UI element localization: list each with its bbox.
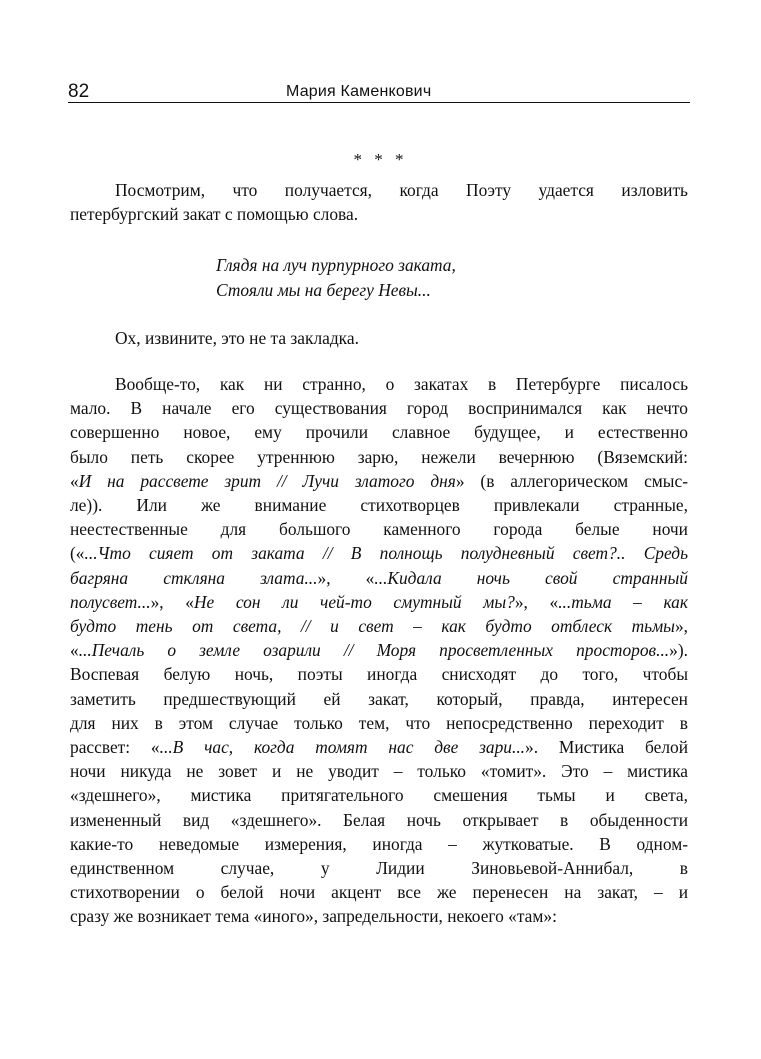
- body-line: [70, 493, 688, 517]
- body-text: («: [70, 543, 85, 564]
- body-line: [70, 904, 688, 928]
- body-text: »).: [669, 640, 688, 661]
- quoted-verse: ...Что сияет от заката // В полнощь полудневный свет?.. Средь: [84, 543, 688, 564]
- quoted-verse: ...Печаль о земле озарили // Моря просветленных просторов...: [78, 640, 670, 661]
- body-line: [70, 711, 688, 735]
- body-line: [70, 469, 688, 493]
- body-text: ле)). Или же внимание стихотворцев привлекали странные,: [70, 495, 688, 516]
- main-paragraph: [70, 372, 688, 929]
- body-line: [70, 638, 688, 662]
- quoted-verse: И на рассвете зрит // Лучи златого дня: [78, 470, 456, 491]
- body-line: [70, 541, 688, 565]
- body-text: ». Мистика белой: [525, 737, 688, 758]
- body-line: [70, 517, 688, 541]
- body-text: для них в этом случае только тем, что непосредственно переходит в: [70, 712, 688, 733]
- body-text: », «: [317, 567, 375, 588]
- body-text: мало. В начале его существования город воспринимался как нечто: [70, 398, 688, 419]
- body-text: »,: [674, 616, 688, 637]
- body-text: «здешнего», мистика притягательного смешения тьмы и света,: [70, 785, 688, 806]
- body-line: [70, 420, 688, 444]
- body-text: было петь скорее утреннюю зарю, нежели вечернюю (Вяземский:: [70, 446, 688, 467]
- quoted-verse: полусвет...: [70, 591, 151, 612]
- body-line: [70, 808, 688, 832]
- body-line: [70, 614, 688, 638]
- body-line: [70, 566, 688, 590]
- body-line: [70, 445, 688, 469]
- running-header: [68, 80, 690, 104]
- body-text: «: [70, 640, 79, 661]
- header-rule: [68, 102, 690, 103]
- body-line: [70, 590, 688, 614]
- body-text: сразу же возникает тема «иного», запредельности, некоего «там»:: [70, 906, 557, 927]
- header-author: Мария Каменкович: [286, 83, 432, 100]
- quoted-verse: ...тьма – как: [558, 591, 688, 612]
- body-line: [70, 735, 688, 759]
- body-text: ночи никуда не зовет и не уводит – только «томит». Это – мистика: [70, 761, 688, 782]
- body-line: [70, 687, 688, 711]
- intro-line-1: Посмотрим, что получается, когда Поэту удается изловить: [115, 180, 688, 200]
- poem-line-2: Стояли мы на берегу Невы...: [216, 279, 431, 300]
- page-number: 82: [68, 81, 90, 102]
- body-text: «: [70, 470, 79, 491]
- intro-paragraph: [70, 178, 688, 226]
- body-text: измененный вид «здешнего». Белая ночь открывает в обыденности: [70, 809, 688, 830]
- body-text: » (в аллегорическом смыс-: [455, 470, 688, 491]
- section-separator: * * *: [353, 150, 408, 169]
- body-text: единственном случае, у Лидии Зиновьевой-Аннибал, в: [70, 858, 688, 879]
- quoted-verse: будто тень от света, // и свет – как будто отблеск тьмы: [70, 616, 675, 637]
- quoted-verse: Не сон ли чей-то смутный мы?: [193, 591, 515, 612]
- body-line: [70, 372, 688, 396]
- body-text: », «: [514, 591, 559, 612]
- quoted-verse: ...В час, когда томят нас две зари...: [159, 737, 526, 758]
- body-text: Вообще-то, как ни странно, о закатах в Петербурге писалось: [115, 374, 688, 394]
- body-text: Воспевая белую ночь, поэты иногда снисходят до того, чтобы: [70, 664, 688, 685]
- body-text: совершенно новое, ему прочили славное будущее, и естественно: [70, 422, 688, 443]
- poem-quote: [216, 253, 456, 302]
- intro-line-2: петербургский закат с помощью слова.: [70, 204, 359, 225]
- body-text: заметить предшествующий ей закат, который, правда, интересен: [70, 688, 688, 709]
- body-line: [70, 832, 688, 856]
- poem-line-1: Глядя на луч пурпурного заката,: [216, 255, 456, 275]
- body-text: рассвет: «: [70, 737, 160, 758]
- body-line: [70, 783, 688, 807]
- quoted-verse: багряна сткляна злата...: [70, 567, 318, 588]
- body-text: какие-то неведомые измерения, иногда – жутковатые. В одном-: [70, 833, 688, 854]
- body-text: », «: [150, 591, 194, 612]
- quoted-verse: ...Кидала ночь свой странный: [374, 567, 688, 588]
- aside-text: Ох, извините, это не та закладка.: [115, 328, 359, 348]
- body-line: [70, 396, 688, 420]
- body-line: [70, 662, 688, 686]
- body-text: неестественные для большого каменного города белые ночи: [70, 519, 688, 540]
- aside-paragraph: [70, 326, 688, 350]
- body-line: [70, 880, 688, 904]
- body-text: стихотворении о белой ночи акцент все же перенесен на закат, – и: [70, 882, 688, 903]
- body-line: [70, 856, 688, 880]
- body-line: [70, 759, 688, 783]
